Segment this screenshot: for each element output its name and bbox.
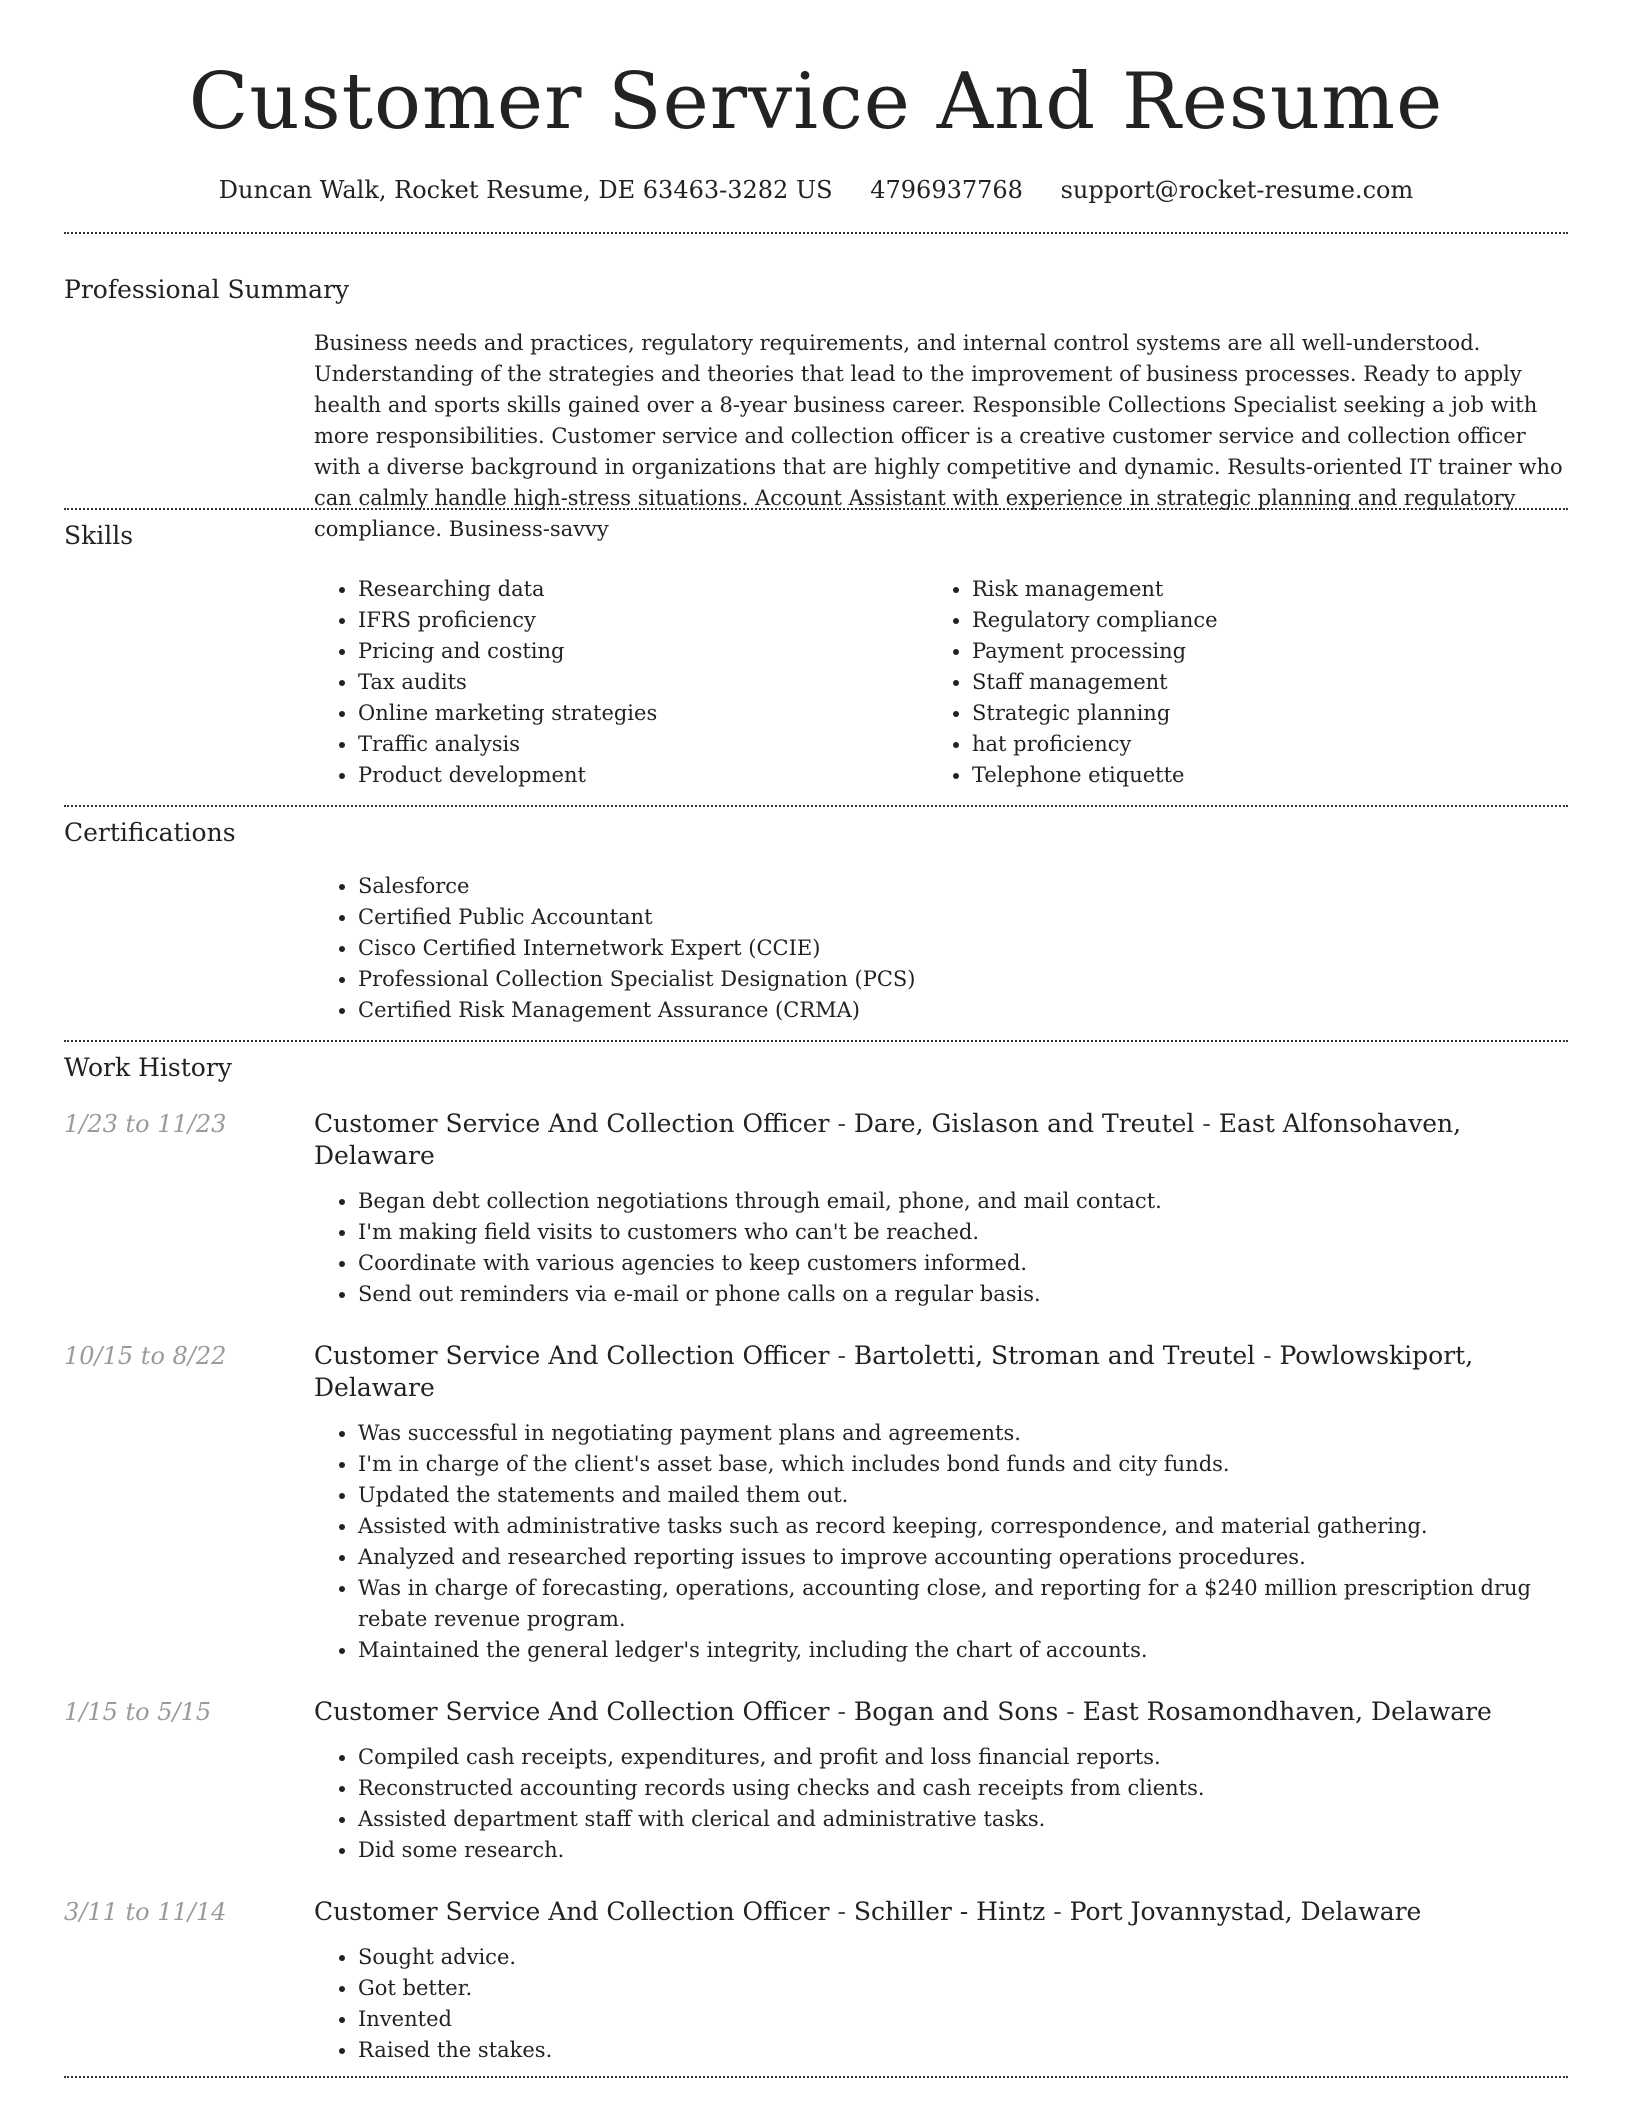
skill-item: • Pricing and costing — [358, 636, 928, 667]
job-bullet: • Send out reminders via e-mail or phone calls on a regular basis. — [358, 1279, 1568, 1310]
section-title-work-history: Work History — [64, 1053, 232, 1082]
job-role: Customer Service And Collection Officer — [314, 1109, 830, 1138]
job-bullet: • Was successful in negotiating payment plans and agreements. — [358, 1418, 1568, 1449]
certification-item: • Salesforce — [358, 871, 1568, 902]
job-bullets — [314, 1418, 1568, 1666]
job-company: Schiller - Hintz — [853, 1897, 1046, 1926]
skill-item: • Staff management — [972, 667, 1542, 698]
job-company: Dare, Gislason and Treutel — [853, 1109, 1195, 1138]
skill-item: • Tax audits — [358, 667, 928, 698]
job-bullet: • Assisted department staff with clerical and administrative tasks. — [358, 1804, 1568, 1835]
job-location: Port Jovannystad, Delaware — [1069, 1897, 1422, 1926]
contact-phone: 4796937768 — [870, 176, 1023, 204]
skill-item: • Product development — [358, 760, 928, 791]
summary-section — [64, 274, 1568, 541]
contact-address: Duncan Walk, Rocket Resume, DE 63463-3282 US — [218, 176, 833, 204]
job-bullet: • Was in charge of forecasting, operations, accounting close, and reporting for a $240 million prescription drug rebate revenue program. — [358, 1573, 1568, 1635]
job-dates: 3/11 to 11/14 — [64, 1898, 227, 1926]
work-history-section — [64, 1052, 1568, 2066]
skill-item: • Traffic analysis — [358, 729, 928, 760]
job-heading — [314, 1108, 1568, 1172]
contact-line — [64, 172, 1568, 208]
skill-item: • Strategic planning — [972, 698, 1542, 729]
job-bullets — [314, 1942, 1568, 2066]
job-bullet: • Sought advice. — [358, 1942, 1568, 1973]
job-bullet: • Updated the statements and mailed them out. — [358, 1480, 1568, 1511]
job-dates: 1/15 to 5/15 — [64, 1698, 212, 1726]
skill-item: • IFRS proficiency — [358, 605, 928, 636]
certification-item: • Cisco Certified Internetwork Expert (CCIE) — [358, 933, 1568, 964]
job-role: Customer Service And Collection Officer — [314, 1697, 830, 1726]
job-entry — [64, 1108, 1568, 1310]
job-company: Bartoletti, Stroman and Treutel — [853, 1341, 1256, 1370]
section-title-skills: Skills — [64, 521, 134, 550]
job-company: Bogan and Sons — [853, 1697, 1059, 1726]
heading-separator: - — [837, 1109, 846, 1138]
skill-item: • Telephone etiquette — [972, 760, 1542, 791]
job-location: Powlowskiport, Delaware — [314, 1341, 1474, 1402]
skills-section — [64, 520, 1568, 791]
job-heading — [314, 1896, 1568, 1928]
job-bullets — [314, 1186, 1568, 1310]
heading-separator: - — [1066, 1697, 1075, 1726]
skill-item: • Regulatory compliance — [972, 605, 1542, 636]
certification-item: • Professional Collection Specialist Designation (PCS) — [358, 964, 1568, 995]
resume-title: Customer Service And Resume — [188, 57, 1444, 147]
heading-separator: - — [837, 1897, 846, 1926]
section-title-summary: Professional Summary — [64, 275, 350, 304]
summary-body — [314, 328, 1568, 541]
certifications-body — [314, 871, 1568, 1026]
job-heading — [314, 1340, 1568, 1404]
job-bullet: • Began debt collection negotiations through email, phone, and mail contact. — [358, 1186, 1568, 1217]
job-heading — [314, 1696, 1568, 1728]
skill-item: • Online marketing strategies — [358, 698, 928, 729]
job-bullet: • Reconstructed accounting records using checks and cash receipts from clients. — [358, 1773, 1568, 1804]
section-title-certifications: Certifications — [64, 818, 236, 847]
certification-item: • Certified Public Accountant — [358, 902, 1568, 933]
job-location: East Alfonsohaven, Delaware — [314, 1109, 1462, 1170]
heading-separator: - — [1263, 1341, 1272, 1370]
heading-separator: - — [1053, 1897, 1062, 1926]
job-entry — [64, 1340, 1568, 1666]
job-bullets — [314, 1742, 1568, 1866]
job-bullet: • Assisted with administrative tasks such as record keeping, correspondence, and material gathering. — [358, 1511, 1568, 1542]
skill-item: • Researching data — [358, 574, 928, 605]
skill-item: • Risk management — [972, 574, 1542, 605]
skills-list-left — [314, 574, 928, 791]
job-entry — [64, 1896, 1568, 2066]
job-bullet: • Analyzed and researched reporting issues to improve accounting operations procedures. — [358, 1542, 1568, 1573]
job-role: Customer Service And Collection Officer — [314, 1341, 830, 1370]
job-bullet: • Raised the stakes. — [358, 2035, 1568, 2066]
job-dates: 1/23 to 11/23 — [64, 1110, 227, 1138]
skills-list-right — [928, 574, 1542, 791]
certification-item: • Certified Risk Management Assurance (CRMA) — [358, 995, 1568, 1026]
certifications-list — [314, 871, 1568, 1026]
skill-item: • hat proficiency — [972, 729, 1542, 760]
certifications-section — [64, 817, 1568, 1026]
divider — [64, 805, 1568, 807]
job-bullet: • Invented — [358, 2004, 1568, 2035]
summary-text: Business needs and practices, regulatory requirements, and internal control systems are all well-understood. Understanding of the strategies and theories that lead to the improvement of business processes. Ready to apply health and sports skills gained over a 8-year business career. Responsible Collections Specialist seeking a job with more responsibilities. Customer service and collection officer is a creative customer service and collection officer with a diverse background in organizations that are highly competitive and dynamic. Results-oriented IT trainer who can calmly handle high-stress situations. Account Assistant with experience in strategic planning and regulatory compliance. Business-savvy — [314, 331, 1563, 541]
job-role: Customer Service And Collection Officer — [314, 1897, 830, 1926]
job-bullet: • Did some research. — [358, 1835, 1568, 1866]
heading-separator: - — [837, 1697, 846, 1726]
job-bullet: • Got better. — [358, 1973, 1568, 2004]
job-bullet: • I'm in charge of the client's asset base, which includes bond funds and city funds. — [358, 1449, 1568, 1480]
divider — [64, 2076, 1568, 2078]
divider — [64, 1040, 1568, 1042]
jobs-list — [64, 1108, 1568, 2066]
resume-page — [64, 0, 1568, 2078]
divider — [64, 232, 1568, 234]
job-bullet: • Coordinate with various agencies to keep customers informed. — [358, 1248, 1568, 1279]
job-dates: 10/15 to 8/22 — [64, 1342, 227, 1370]
contact-email[interactable]: support@rocket-resume.com — [1060, 176, 1414, 204]
job-location: East Rosamondhaven, Delaware — [1082, 1697, 1492, 1726]
job-bullet: • Compiled cash receipts, expenditures, and profit and loss financial reports. — [358, 1742, 1568, 1773]
job-bullet: • I'm making field visits to customers who can't be reached. — [358, 1217, 1568, 1248]
skill-item: • Payment processing — [972, 636, 1542, 667]
heading-separator: - — [837, 1341, 846, 1370]
heading-separator: - — [1202, 1109, 1211, 1138]
skills-grid — [314, 574, 1568, 791]
job-bullet: • Maintained the general ledger's integrity, including the chart of accounts. — [358, 1635, 1568, 1666]
job-entry — [64, 1696, 1568, 1866]
